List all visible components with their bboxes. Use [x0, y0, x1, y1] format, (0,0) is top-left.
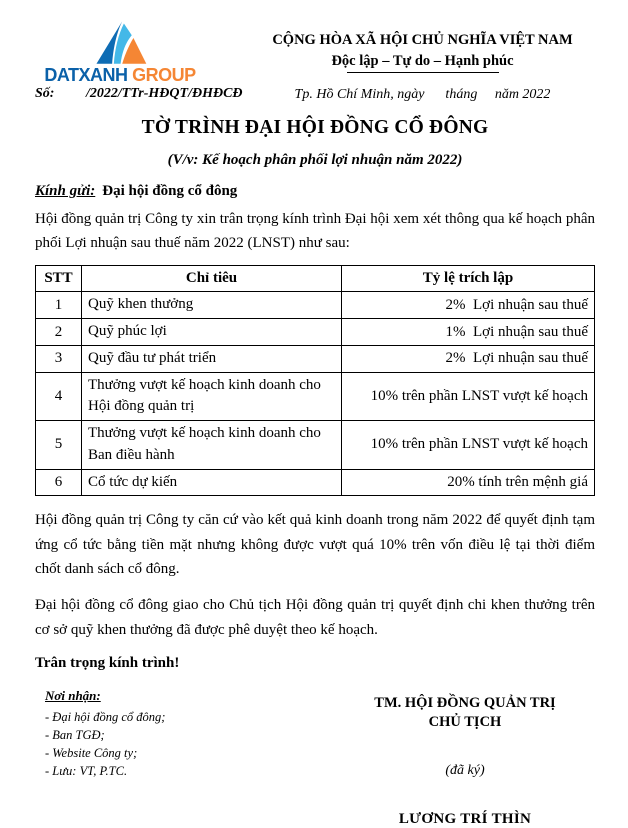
salutation-line — [35, 183, 595, 200]
national-title: CỘNG HÒA XÃ HỘI CHỦ NGHĨA VIỆT NAM — [272, 32, 573, 48]
recipients-list — [45, 708, 335, 781]
recipient-item: - Lưu: VT, P.TC. — [45, 764, 128, 779]
recipients-block — [35, 688, 335, 828]
table-row — [36, 372, 595, 421]
recipient-item: - Website Công ty; — [45, 746, 138, 761]
row-rate: 10% trên phần LNST vượt kế hoạch — [342, 421, 595, 470]
row-rate: 1% Lợi nhuận sau thuế — [342, 319, 595, 346]
signature-block — [335, 688, 595, 828]
row-criterion: Thưởng vượt kế hoạch kinh doanh cho Hội đồng quản trị — [82, 372, 342, 421]
row-criterion: Cổ tức dự kiến — [82, 469, 342, 496]
row-criterion: Thưởng vượt kế hoạch kinh doanh cho Ban điều hành — [82, 421, 342, 470]
closing-line: Trân trọng kính trình! — [35, 654, 180, 671]
col-header-chitieu: Chỉ tiêu — [82, 266, 342, 292]
document-header — [35, 20, 595, 103]
table-row — [36, 421, 595, 470]
body-paragraph-1: Hội đồng quản trị Công ty căn cứ vào kết quả kinh doanh trong năm 2022 để quyết định tạm ứng cổ tức bằng tiền mặt nhưng không được vượt quá 10% trên vốn điều lệ tại thời điểm chốt danh sách cổ đông. — [35, 512, 595, 577]
table-row — [36, 469, 595, 496]
col-header-stt: STT — [36, 266, 82, 292]
signature-org-line: TM. HỘI ĐỒNG QUẢN TRỊ — [374, 694, 556, 711]
table-row — [36, 292, 595, 319]
place-and-date: Tp. Hồ Chí Minh, ngày tháng năm 2022 — [294, 87, 551, 102]
recipient-item: - Đại hội đồng cổ đông; — [45, 709, 166, 724]
header-right-block — [250, 20, 595, 103]
national-motto: Độc lập – Tự do – Hạnh phúc — [331, 53, 514, 69]
body-paragraph-2: Đại hội đồng cổ đông giao cho Chủ tịch Hội đồng quản trị quyết định chi khen thưởng trên cơ sở quỹ khen thưởng đã được phê duyệt theo kế hoạch. — [35, 597, 595, 638]
profit-distribution-table — [35, 265, 595, 496]
logo-text-group: GROUP — [132, 65, 196, 85]
row-criterion: Quỹ đầu tư phát triển — [82, 345, 342, 372]
signer-name: LƯƠNG TRÍ THÌN — [398, 810, 532, 827]
row-rate: 2% Lợi nhuận sau thuế — [342, 292, 595, 319]
row-criterion: Quỹ phúc lợi — [82, 319, 342, 346]
row-rate: 20% tính trên mệnh giá — [342, 469, 595, 496]
motto-underline — [347, 72, 499, 73]
document-number: Số: /2022/TTr-HĐQT/ĐHĐCĐ — [35, 86, 243, 101]
row-index: 4 — [36, 372, 82, 421]
row-index: 2 — [36, 319, 82, 346]
row-index: 1 — [36, 292, 82, 319]
datxanh-triangle-icon — [92, 20, 148, 65]
page-subtitle: (V/v: Kế hoạch phân phối lợi nhuận năm 2022) — [167, 152, 463, 168]
document-footer — [35, 688, 595, 828]
signed-note: (đã ký) — [445, 762, 485, 778]
recipient-item: - Ban TGĐ; — [45, 727, 105, 742]
recipients-label: Nơi nhận: — [45, 687, 101, 703]
salutation-value: Đại hội đồng cổ đông — [102, 183, 238, 199]
col-header-tyle: Tỷ lệ trích lập — [342, 266, 595, 292]
row-index: 6 — [36, 469, 82, 496]
row-rate: 10% trên phần LNST vượt kế hoạch — [342, 372, 595, 421]
table-row — [36, 345, 595, 372]
intro-paragraph: Hội đồng quản trị Công ty xin trân trọng kính trình Đại hội xem xét thông qua kế hoạch phân phối Lợi nhuận sau thuế năm 2022 (LNST) như sau: — [35, 211, 595, 251]
page-title: TỜ TRÌNH ĐẠI HỘI ĐỒNG CỔ ĐÔNG — [141, 117, 489, 138]
header-left-block — [35, 20, 250, 103]
row-index: 5 — [36, 421, 82, 470]
row-criterion: Quỹ khen thưởng — [82, 292, 342, 319]
logo-text-datxanh: DATXANH — [44, 65, 128, 85]
table-row — [36, 319, 595, 346]
signature-role-line: CHỦ TỊCH — [428, 714, 502, 731]
row-rate: 2% Lợi nhuận sau thuế — [342, 345, 595, 372]
row-index: 3 — [36, 345, 82, 372]
company-logo — [35, 20, 205, 84]
salutation-label: Kính gửi: — [35, 183, 96, 199]
table-header-row — [36, 266, 595, 292]
company-logo-text — [44, 66, 195, 84]
